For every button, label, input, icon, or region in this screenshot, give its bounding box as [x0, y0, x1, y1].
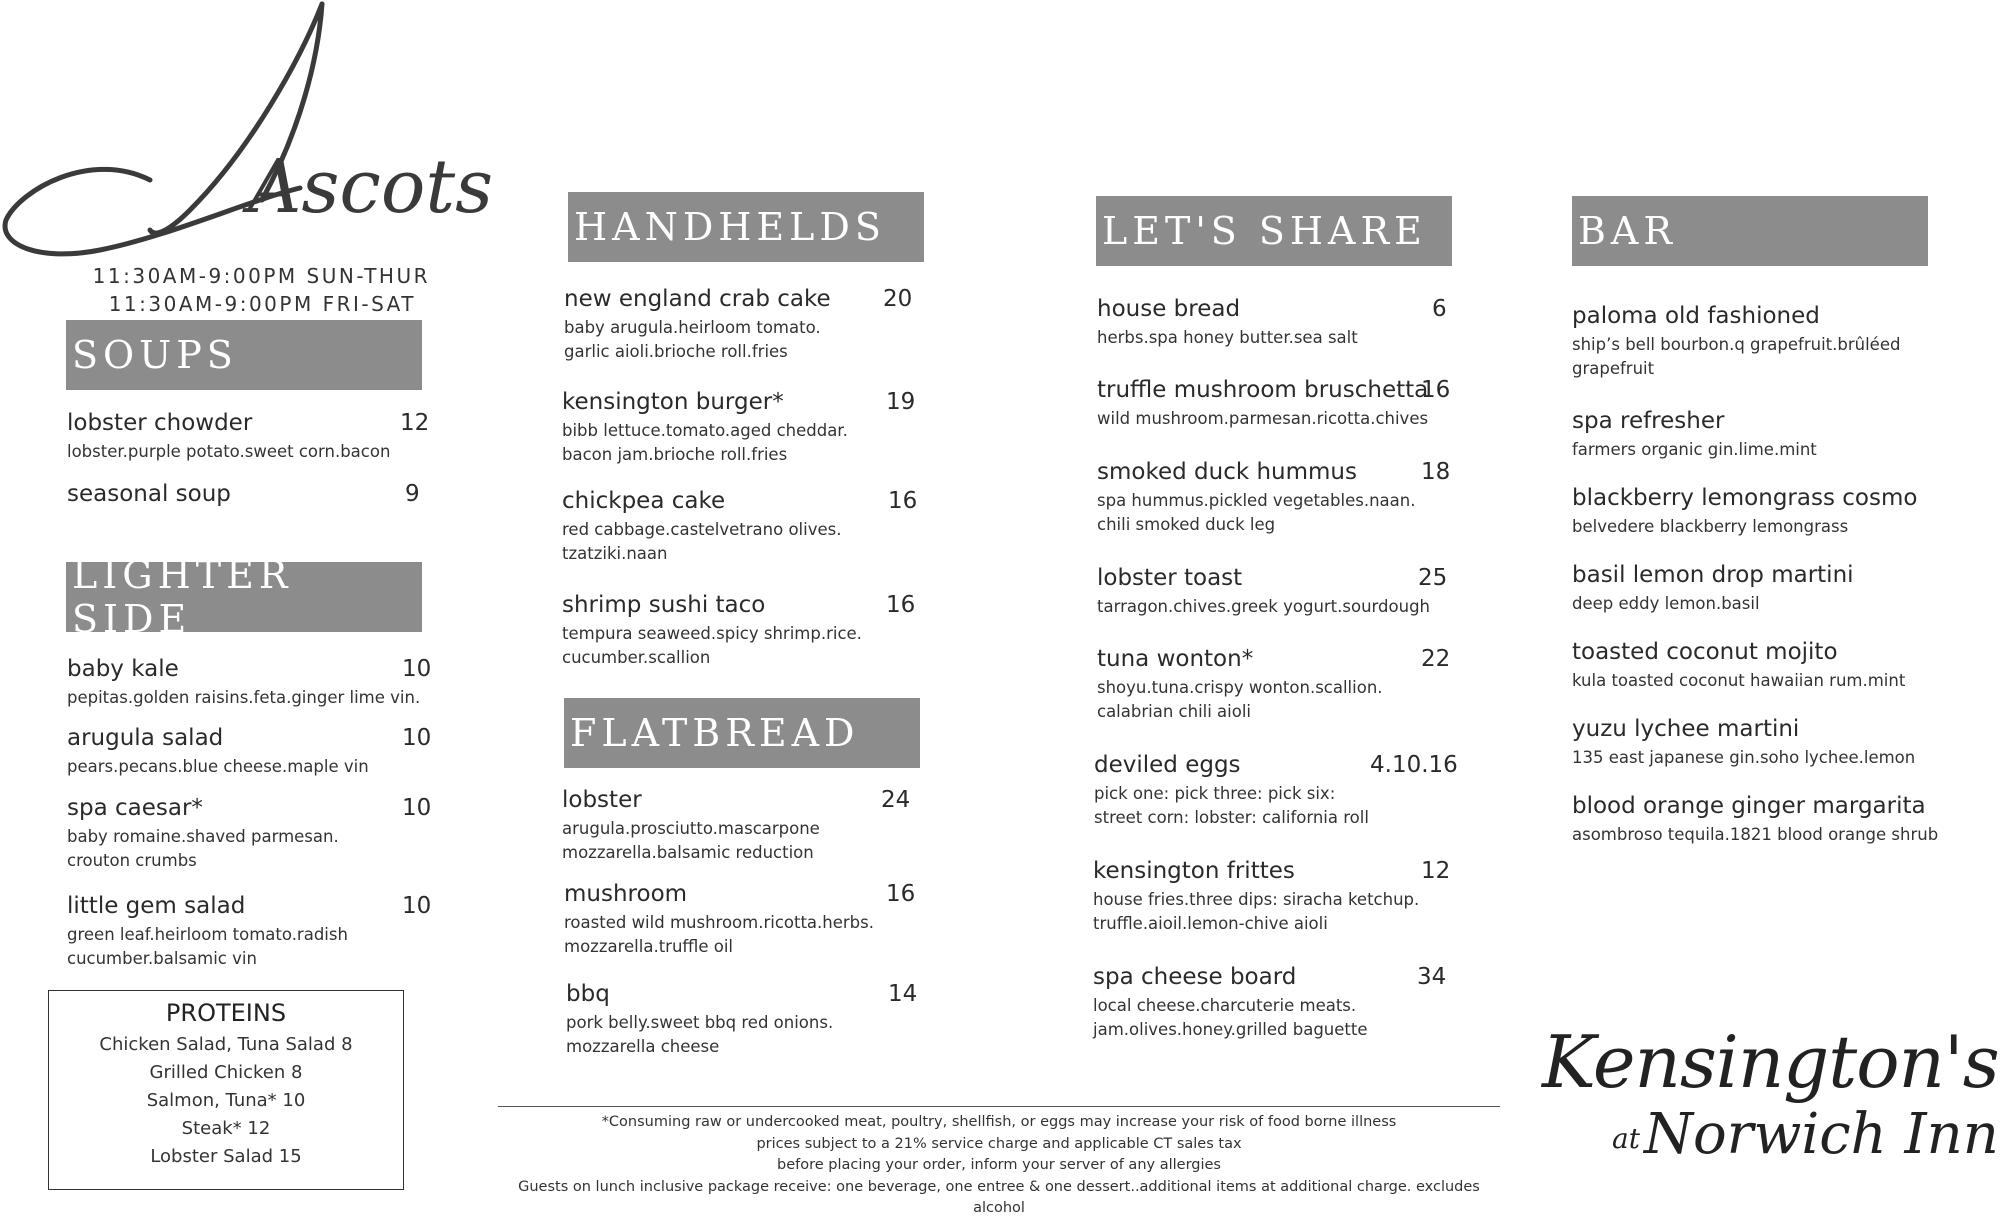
item-desc: pears.pecans.blue cheese.maple vin: [67, 757, 369, 776]
protein-line: Steak* 12: [181, 1118, 271, 1139]
menu-item-kensington-frittes: [1093, 858, 1451, 936]
menu-item-mushroom-flatbread: [564, 881, 916, 959]
item-name: lobster chowder: [67, 410, 253, 436]
item-desc-line: bibb lettuce.tomato.aged cheddar.: [562, 421, 848, 440]
item-price: 22: [1421, 646, 1451, 672]
item-desc: pepitas.golden raisins.feta.ginger lime vin.: [67, 688, 421, 707]
item-name: basil lemon drop martini: [1572, 562, 1854, 588]
menu-item-lobster-toast: [1097, 565, 1448, 619]
menu-item-baby-kale: [67, 656, 432, 710]
item-desc: [1093, 994, 1368, 1042]
menu-item-arugula-salad: [67, 725, 432, 779]
item-desc: wild mushroom.parmesan.ricotta.chives: [1097, 409, 1429, 428]
item-desc-line: shoyu.tuna.crispy wonton.scallion.: [1097, 678, 1383, 697]
item-price: 10: [402, 656, 432, 682]
item-desc: belvedere blackberry lemongrass: [1572, 517, 1849, 536]
item-price: 12: [400, 410, 430, 436]
item-desc: deep eddy lemon.basil: [1572, 594, 1760, 613]
item-desc: [562, 419, 848, 467]
item-desc-line: arugula.prosciutto.mascarpone: [562, 819, 820, 838]
item-price: 10: [402, 725, 432, 751]
menu-item-shrimp-sushi-taco: [562, 592, 916, 670]
footer-line: Guests on lunch inclusive package receive: one beverage, one entree & one dessert..additional items at additional charge. excludes alcohol: [518, 1178, 1480, 1216]
item-desc-line: chili smoked duck leg: [1097, 515, 1276, 534]
banner-handhelds: [568, 192, 924, 262]
item-desc: [1572, 333, 1900, 381]
item-desc-line: cucumber.balsamic vin: [67, 949, 257, 968]
at-word: at: [1612, 1122, 1640, 1155]
bar-item-basil-lemon-drop: [1572, 562, 1854, 616]
item-desc-line: spa hummus.pickled vegetables.naan.: [1097, 491, 1416, 510]
banner-lets-share: [1096, 196, 1452, 266]
item-name: kensington frittes: [1093, 858, 1295, 884]
item-name: kensington burger*: [562, 389, 784, 415]
hours: [60, 262, 440, 318]
proteins-title: PROTEINS: [165, 999, 287, 1027]
item-name: seasonal soup: [67, 481, 231, 507]
item-desc: herbs.spa honey butter.sea salt: [1097, 328, 1358, 347]
item-name: truffle mushroom bruschetta: [1097, 377, 1429, 403]
item-desc-line: green leaf.heirloom tomato.radish: [67, 925, 348, 944]
protein-line: Lobster Salad 15: [150, 1146, 302, 1167]
menu-item-tuna-wonton: [1097, 646, 1451, 724]
item-desc: [1094, 782, 1369, 830]
footer-notice: [498, 1112, 1500, 1220]
menu-item-lobster-chowder: [67, 410, 430, 464]
bar-item-yuzu-lychee-martini: [1572, 716, 1915, 770]
item-price: 9: [405, 481, 420, 507]
menu-item-deviled-eggs: [1094, 752, 1458, 830]
menu-item-smoked-duck-hummus: [1097, 459, 1451, 537]
item-desc-line: mozzarella.balsamic reduction: [562, 843, 814, 862]
item-desc-line: cucumber.scallion: [562, 648, 711, 667]
banner-soups: [66, 320, 422, 390]
item-name: mushroom: [564, 881, 688, 907]
menu-item-spa-cheese-board: [1093, 964, 1447, 1042]
item-name: spa refresher: [1572, 408, 1725, 434]
menu-item-kensington-burger: [562, 389, 916, 467]
item-desc-line: baby romaine.shaved parmesan.: [67, 827, 339, 846]
item-desc-line: pick one: pick three: pick six:: [1094, 784, 1336, 803]
item-desc-line: truffle.aioil.lemon-chive aioli: [1093, 914, 1328, 933]
item-price: 24: [881, 787, 911, 813]
item-name: smoked duck hummus: [1097, 459, 1357, 485]
item-desc-line: garlic aioli.brioche roll.fries: [564, 342, 788, 361]
item-price: 16: [1421, 377, 1451, 403]
section-title-soups: SOUPS: [72, 333, 238, 377]
item-desc-line: house fries.three dips: siracha ketchup.: [1093, 890, 1420, 909]
item-desc: asombroso tequila.1821 blood orange shrub: [1572, 825, 1939, 844]
item-desc: [67, 923, 348, 971]
section-title-lets-share: LET'S SHARE: [1102, 209, 1427, 253]
menu-item-seasonal-soup: [67, 481, 420, 507]
item-price: 10: [402, 795, 432, 821]
item-desc: [1093, 888, 1419, 936]
item-name: bbq: [566, 981, 610, 1007]
item-desc-line: mozzarella.truffle oil: [564, 937, 734, 956]
item-desc-line: jam.olives.honey.grilled baguette: [1093, 1020, 1368, 1039]
item-name: blood orange ginger margarita: [1572, 793, 1926, 819]
menu-item-bbq-flatbread: [566, 981, 918, 1059]
item-name: lobster toast: [1097, 565, 1243, 591]
item-desc-line: crouton crumbs: [67, 851, 197, 870]
kensingtons-wordmark: Kensington's: [1542, 1020, 1999, 1104]
banner-bar: [1572, 196, 1928, 266]
item-desc: [1097, 489, 1415, 537]
item-name: yuzu lychee martini: [1572, 716, 1800, 742]
ascots-logo: [0, 0, 494, 270]
item-desc: [562, 622, 862, 670]
item-name: little gem salad: [67, 893, 246, 919]
protein-line: Chicken Salad, Tuna Salad 8: [99, 1034, 353, 1055]
footer-divider: [498, 1106, 1500, 1107]
menu-item-chickpea-cake: [562, 488, 918, 566]
item-price: 16: [888, 488, 918, 514]
item-price: 4.10.16: [1370, 752, 1458, 778]
section-title-flatbread: FLATBREAD: [570, 711, 860, 755]
footer-line: prices subject to a 21% service charge and applicable CT sales tax: [756, 1135, 1242, 1152]
norwich-inn-text: Norwich Inn: [1643, 1102, 1999, 1167]
item-price: 18: [1421, 459, 1451, 485]
item-desc: lobster.purple potato.sweet corn.bacon: [67, 442, 391, 461]
item-price: 14: [888, 981, 918, 1007]
item-name: house bread: [1097, 296, 1241, 322]
proteins-list: [49, 1031, 403, 1171]
item-name: spa caesar*: [67, 795, 203, 821]
menu-item-house-bread: [1097, 296, 1447, 350]
item-desc: [564, 911, 874, 959]
item-price: 34: [1417, 964, 1447, 990]
bar-item-spa-refresher: [1572, 408, 1817, 462]
item-name: new england crab cake: [564, 286, 831, 312]
footer-line: before placing your order, inform your server of any allergies: [777, 1157, 1221, 1173]
menu-item-spa-caesar: [67, 795, 432, 873]
ascots-wordmark: Ascots: [248, 144, 494, 230]
item-desc-line: local cheese.charcuterie meats.: [1093, 996, 1357, 1015]
menu-item-crab-cake: [564, 286, 913, 364]
item-name: blackberry lemongrass cosmo: [1572, 485, 1918, 511]
item-desc-line: mozzarella cheese: [566, 1037, 720, 1056]
ascots-script-logo: [0, 0, 494, 270]
item-desc-line: ship’s bell bourbon.q grapefruit.brûléed: [1572, 335, 1901, 354]
bar-item-blood-orange-margarita: [1572, 793, 1938, 847]
item-name: deviled eggs: [1094, 752, 1241, 778]
item-price: 25: [1418, 565, 1448, 591]
item-price: 20: [883, 286, 913, 312]
bar-item-coconut-mojito: [1572, 639, 1905, 693]
item-name: paloma old fashioned: [1572, 303, 1820, 329]
item-name: shrimp sushi taco: [562, 592, 766, 618]
item-desc: [562, 518, 842, 566]
item-desc-line: baby arugula.heirloom tomato.: [564, 318, 821, 337]
item-name: toasted coconut mojito: [1572, 639, 1838, 665]
item-desc: 135 east japanese gin.soho lychee.lemon: [1572, 748, 1916, 767]
item-desc: [566, 1011, 833, 1059]
item-desc-line: roasted wild mushroom.ricotta.herbs.: [564, 913, 874, 932]
section-title-bar: BAR: [1578, 209, 1677, 253]
bar-item-paloma-old-fashioned: [1572, 303, 1900, 381]
item-desc-line: calabrian chili aioli: [1097, 702, 1252, 721]
item-price: 16: [886, 592, 916, 618]
proteins-box: [48, 990, 404, 1190]
item-desc-line: bacon jam.brioche roll.fries: [562, 445, 788, 464]
menu-item-lobster-flatbread: [562, 787, 911, 865]
banner-flatbread: [564, 698, 920, 768]
item-desc: kula toasted coconut hawaiian rum.mint: [1572, 671, 1906, 690]
section-title-lighter-side: LIGHTER SIDE: [72, 553, 293, 641]
kensingtons-logo: [1530, 1020, 1999, 1200]
bar-item-blackberry-cosmo: [1572, 485, 1917, 539]
item-name: chickpea cake: [562, 488, 726, 514]
menu-item-little-gem-salad: [67, 893, 432, 971]
item-desc-line: red cabbage.castelvetrano olives.: [562, 520, 842, 539]
section-title-handhelds: HANDHELDS: [574, 205, 886, 249]
item-price: 12: [1421, 858, 1451, 884]
hours-weekday: 11:30AM-9:00PM SUN-THUR: [92, 264, 430, 288]
protein-line: Grilled Chicken 8: [149, 1062, 303, 1083]
item-price: 16: [886, 881, 916, 907]
item-price: 19: [886, 389, 916, 415]
item-desc-line: street corn: lobster: california roll: [1094, 808, 1369, 827]
item-desc: [564, 316, 831, 364]
item-name: spa cheese board: [1093, 964, 1297, 990]
item-desc: [562, 817, 820, 865]
hours-weekend: 11:30AM-9:00PM FRI-SAT: [108, 292, 416, 316]
item-desc-line: tzatziki.naan: [562, 544, 668, 563]
item-name: tuna wonton*: [1097, 646, 1254, 672]
banner-lighter-side: [66, 553, 422, 641]
norwich-inn-wordmark: [1612, 1102, 1999, 1167]
item-desc: [1097, 676, 1383, 724]
item-desc-line: tempura seaweed.spicy shrimp.rice.: [562, 624, 862, 643]
footer-line: *Consuming raw or undercooked meat, poultry, shellfish, or eggs may increase your risk of food borne illness: [601, 1114, 1397, 1130]
item-name: arugula salad: [67, 725, 224, 751]
item-desc: tarragon.chives.greek yogurt.sourdough: [1097, 597, 1430, 616]
item-desc-line: pork belly.sweet bbq red onions.: [566, 1013, 834, 1032]
item-price: 6: [1432, 296, 1447, 322]
protein-line: Salmon, Tuna* 10: [146, 1090, 306, 1111]
item-price: 10: [402, 893, 432, 919]
item-name: baby kale: [67, 656, 179, 682]
item-desc: farmers organic gin.lime.mint: [1572, 440, 1817, 459]
item-desc: [67, 825, 339, 873]
menu-item-truffle-bruschetta: [1097, 377, 1451, 431]
item-desc-line: grapefruit: [1572, 359, 1655, 378]
item-name: lobster: [562, 787, 642, 813]
